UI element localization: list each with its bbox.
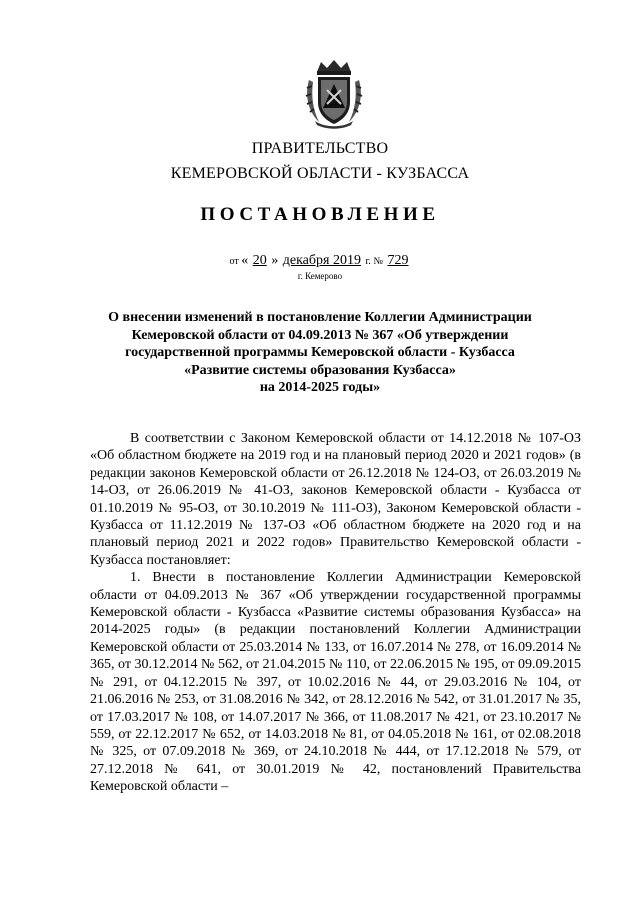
document-number: 729 bbox=[387, 253, 409, 268]
city-name: г. Кемерово bbox=[297, 271, 343, 281]
heading-line: государственной программы Кемеровской области - Кузбасса bbox=[125, 345, 515, 360]
heading-line: на 2014-2025 годы» bbox=[259, 380, 381, 395]
heading-line: Кемеровской области от 04.09.2013 № 367 «Об утверждении bbox=[131, 327, 509, 343]
heading-line: О внесении изменений в постановление Коллегии Администрации bbox=[108, 310, 532, 325]
date-close-quote: » bbox=[271, 253, 279, 268]
coat-of-arms-emblem bbox=[303, 58, 365, 130]
date-day: 20 bbox=[252, 253, 267, 268]
heading-line: «Развитие системы образования Кузбасса» bbox=[184, 362, 456, 378]
date-open-quote: « bbox=[241, 253, 249, 268]
government-name-line1: ПРАВИТЕЛЬСТВО bbox=[251, 140, 389, 157]
document-body bbox=[90, 430, 581, 796]
date-month-year: декабря 2019 bbox=[282, 253, 361, 268]
date-from-label: от bbox=[229, 256, 239, 267]
date-number-line bbox=[0, 253, 640, 269]
document-subject-heading bbox=[95, 309, 545, 397]
preamble-paragraph: В соответствии с Законом Кемеровской области от 14.12.2018 № 107-ОЗ «Об областном бюджете на 2019 год и на плановый период 2020 и 2021 годов» (в редакции законов Кемеровской области от 26.12.2018 № 124-ОЗ, от 26.03.2019 № 14-ОЗ, от 26.06.2019 № 41-ОЗ, законов Кемеровской области - Кузбасса от 01.10.2019 № 95-ОЗ, от 30.10.2019 № 111-ОЗ), Законом Кемеровской области - Кузбасса от 11.12.2019 № 137-ОЗ «Об областном бюджете на 2020 год и на плановый период 2021 и 2022 годов» Правительство Кемеровской области - Кузбасса постановляет: bbox=[90, 431, 581, 568]
date-year-suffix: г. bbox=[365, 256, 371, 267]
document-type-title: ПОСТАНОВЛЕНИЕ bbox=[200, 204, 440, 225]
document-number-sign: № bbox=[373, 256, 383, 267]
clause-1-paragraph: 1. Внести в постановление Коллегии Администрации Кемеровской области от 04.09.2013 № 367 «Об утверждении государственной программы Кемеровской области - Кузбасса «Развитие системы образования Кузбасса» на 2014-2025 годы» (в редакции постановлений Коллегии Администрации Кемеровской области от 25.03.2014 № 133, от 16.07.2014 № 278, от 16.09.2014 № 365, от 30.12.2014 № 562, от 21.04.2015 № 110, от 22.06.2015 № 195, от 09.09.2015 № 291, от 04.12.2015 № 397, от 10.02.2016 № 44, от 29.03.2016 № 104, от 21.06.2016 № 253, от 31.08.2016 № 342, от 28.12.2016 № 542, от 31.01.2017 № 35, от 17.03.2017 № 108, от 14.07.2017 № 366, от 11.08.2017 № 421, от 23.10.2017 № 559, от 22.12.2017 № 652, от 14.03.2018 № 81, от 04.05.2018 № 161, от 02.08.2018 № 325, от 07.09.2018 № 369, от 24.10.2018 № 444, от 17.12.2018 № 579, от 27.12.2018 № 641, от 30.01.2019 № 42, постановлений Правительства Кемеровской области – bbox=[90, 570, 581, 795]
government-name-line2: КЕМЕРОВСКОЙ ОБЛАСТИ - КУЗБАССА bbox=[170, 165, 470, 182]
